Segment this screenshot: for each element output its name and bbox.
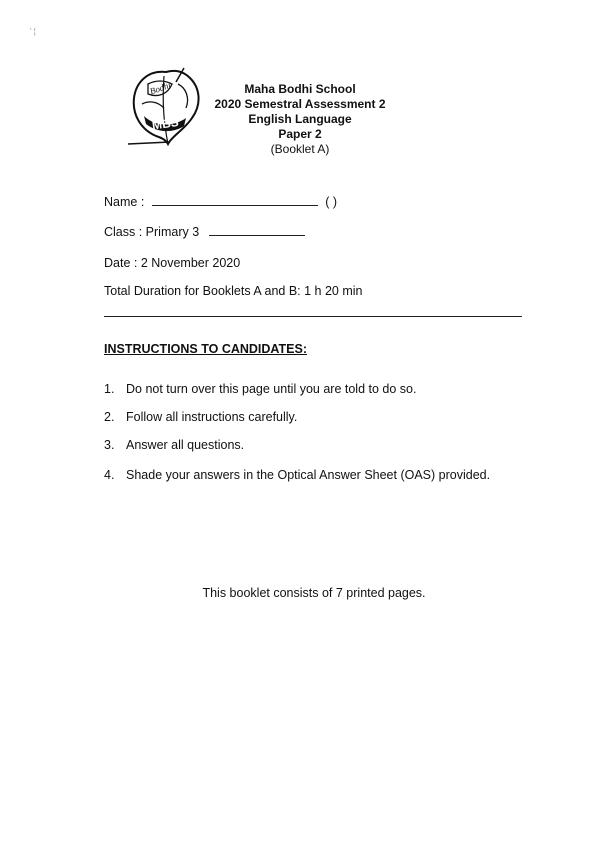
instruction-text: Shade your answers in the Optical Answer Sheet (OAS) provided. — [126, 468, 491, 482]
page-count-number: 7 — [335, 586, 343, 600]
section-divider — [104, 316, 522, 317]
instruction-item — [104, 410, 297, 424]
instruction-number: 3. — [104, 438, 115, 452]
register-number-bracket: ( ) — [325, 195, 338, 209]
instruction-number: 4. — [104, 468, 115, 482]
school-name: Maha Bodhi School — [244, 82, 356, 96]
duration-row — [104, 284, 362, 298]
page-count-text-after: printed pages. — [342, 586, 426, 600]
instruction-number: 1. — [104, 382, 115, 396]
instructions-heading: INSTRUCTIONS TO CANDIDATES: — [104, 342, 308, 356]
subject-title: English Language — [248, 112, 352, 126]
date-row — [104, 256, 240, 270]
name-label: Name : — [104, 195, 145, 209]
exam-header — [210, 82, 390, 157]
logo-lettering: MBS — [151, 115, 180, 133]
logo-motto: Bodhi — [148, 79, 173, 97]
class-row — [104, 225, 305, 239]
class-blank-line[interactable] — [209, 234, 305, 236]
name-row — [104, 195, 337, 209]
corner-mark: ' ¦ — [30, 27, 36, 36]
instruction-text: Do not turn over this page until you are told to do so. — [126, 382, 417, 396]
page-count-note — [0, 586, 600, 600]
instruction-text: Follow all instructions carefully. — [126, 410, 298, 424]
booklet-label: (Booklet A) — [270, 142, 330, 156]
paper-title: Paper 2 — [278, 127, 322, 141]
duration-label: Total Duration for Booklets A and B: 1 h 20 min — [104, 284, 363, 298]
name-blank-line[interactable] — [152, 204, 318, 206]
class-label: Class : Primary 3 — [104, 225, 200, 239]
instruction-number: 2. — [104, 410, 115, 424]
date-label: Date : 2 November 2020 — [104, 256, 241, 270]
page-count-text-before: This booklet consists of — [202, 586, 336, 600]
instruction-item — [104, 438, 244, 452]
instruction-item — [104, 382, 416, 396]
assessment-title: 2020 Semestral Assessment 2 — [214, 97, 386, 111]
instruction-item — [104, 468, 490, 482]
instruction-text: Answer all questions. — [126, 438, 245, 452]
school-logo-leaf — [128, 64, 208, 148]
